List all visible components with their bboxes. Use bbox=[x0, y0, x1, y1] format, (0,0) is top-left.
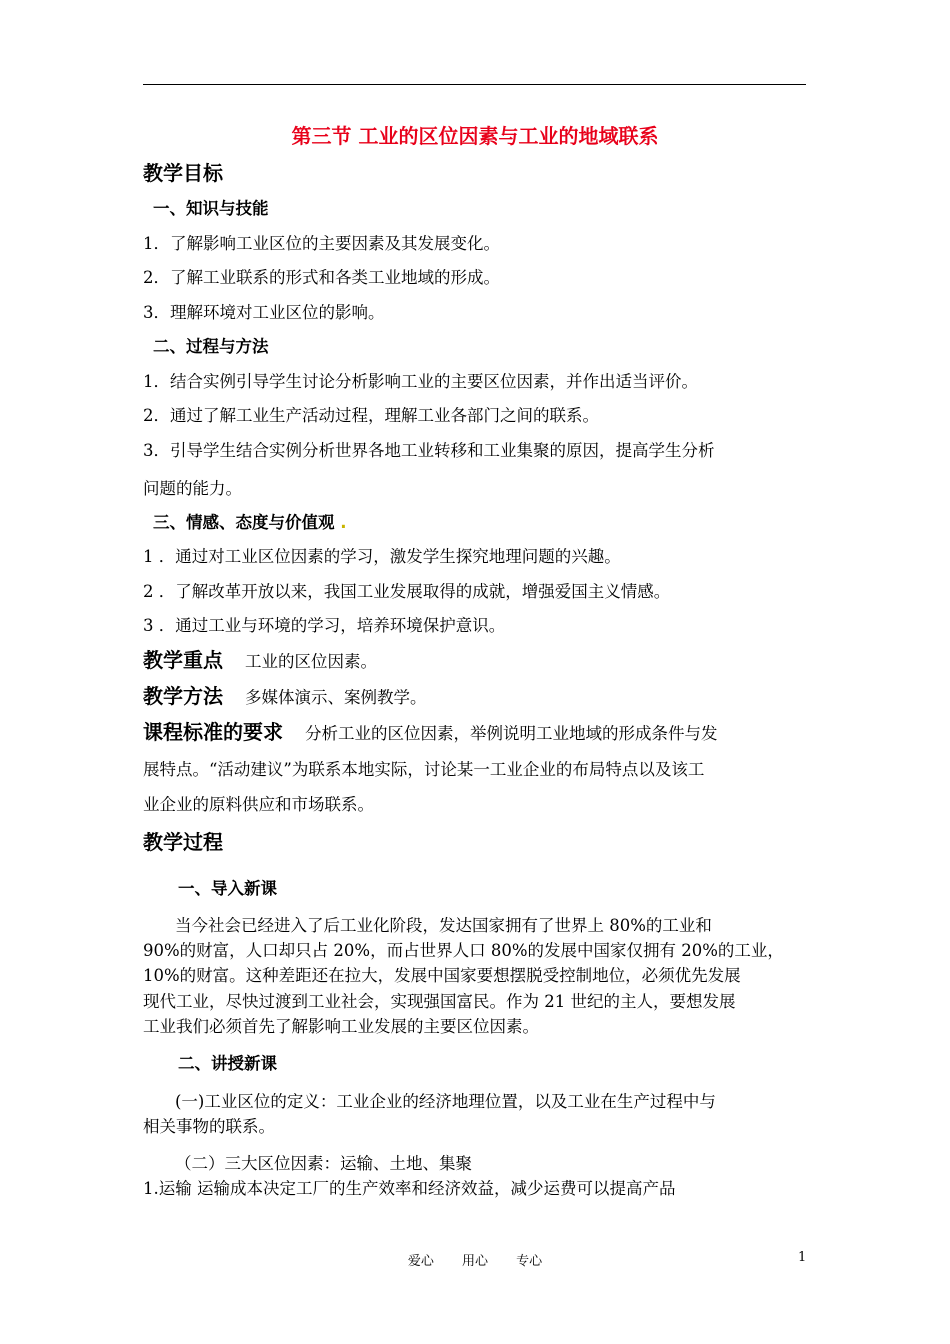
process-item-1: 1．结合实例引导学生讨论分析影响工业的主要区位因素，并作出适当评价。 bbox=[143, 372, 698, 391]
transport-line: 1.运输 运输成本决定工厂的生产效率和经济效益，减少运费可以提高产品 bbox=[143, 1179, 676, 1198]
attitude-mark: . bbox=[340, 513, 347, 532]
standard-line-2: 展特点。“活动建议”为联系本地实际，讨论某一工业企业的布局特点以及该工 bbox=[143, 760, 705, 779]
standard-label: 课程标准的要求 bbox=[143, 720, 283, 744]
intro-heading: 一、导入新课 bbox=[178, 879, 277, 898]
attitude-item-1: 1 ．通过对工业区位因素的学习，激发学生探究地理问题的兴趣。 bbox=[143, 547, 621, 566]
definition-line-1: (一)工业区位的定义：工业企业的经济地理位置，以及工业在生产过程中与 bbox=[175, 1092, 716, 1111]
attitude-item-3: 3 ．通过工业与环境的学习，培养环境保护意识。 bbox=[143, 616, 506, 635]
page-footer bbox=[0, 1250, 950, 1269]
factors-line: （二）三大区位因素：运输、土地、集聚 bbox=[175, 1154, 472, 1173]
process-item-3-cont: 问题的能力。 bbox=[143, 479, 242, 498]
intro-line-4: 现代工业，尽快过渡到工业社会，实现强国富民。作为 21 世纪的主人，要想发展 bbox=[143, 992, 736, 1011]
key-point-row bbox=[143, 650, 377, 671]
intro-line-2: 90%的财富，人口却只占 20%，而占世界人口 80%的发展中国家仅拥有 20%的工业， bbox=[143, 941, 784, 960]
knowledge-item-3: 3．理解环境对工业区位的影响。 bbox=[143, 303, 385, 322]
attitude-heading-text: 三、情感、态度与价值观 bbox=[153, 513, 335, 532]
knowledge-heading: 一、知识与技能 bbox=[153, 199, 269, 218]
intro-line-5: 工业我们必须首先了解影响工业发展的主要区位因素。 bbox=[143, 1017, 539, 1036]
process-method-heading: 二、过程与方法 bbox=[153, 337, 269, 356]
page-title: 第三节 工业的区位因素与工业的地域联系 bbox=[291, 124, 659, 148]
process-heading: 教学过程 bbox=[143, 830, 223, 854]
footer-item-1: 爱心 bbox=[407, 1254, 434, 1269]
process-item-3: 3．引导学生结合实例分析世界各地工业转移和工业集聚的原因，提高学生分析 bbox=[143, 441, 715, 460]
header-rule bbox=[143, 84, 806, 85]
method-label: 教学方法 bbox=[143, 684, 223, 708]
footer-item-3: 专心 bbox=[516, 1254, 543, 1269]
standard-line-1: 分析工业的区位因素，举例说明工业地域的形成条件与发 bbox=[305, 724, 718, 743]
knowledge-item-2: 2．了解工业联系的形式和各类工业地域的形成。 bbox=[143, 268, 500, 287]
key-point-label: 教学重点 bbox=[143, 648, 223, 672]
key-point-text: 工业的区位因素。 bbox=[245, 652, 377, 671]
intro-line-3: 10%的财富。这种差距还在拉大，发展中国家要想摆脱受控制地位，必须优先发展 bbox=[143, 966, 741, 985]
knowledge-item-1: 1．了解影响工业区位的主要因素及其发展变化。 bbox=[143, 234, 500, 253]
attitude-heading bbox=[153, 515, 347, 532]
intro-line-1: 当今社会已经进入了后工业化阶段，发达国家拥有了世界上 80%的工业和 bbox=[175, 916, 712, 935]
lecture-heading: 二、讲授新课 bbox=[178, 1054, 277, 1073]
footer-item-2: 用心 bbox=[461, 1254, 488, 1269]
method-text: 多媒体演示、案例教学。 bbox=[245, 688, 427, 707]
standard-line-3: 业企业的原料供应和市场联系。 bbox=[143, 795, 374, 814]
method-row bbox=[143, 686, 427, 707]
standard-row bbox=[143, 722, 718, 743]
process-item-2: 2．通过了解工业生产活动过程，理解工业各部门之间的联系。 bbox=[143, 406, 599, 425]
objectives-heading: 教学目标 bbox=[143, 161, 223, 185]
definition-line-2: 相关事物的联系。 bbox=[143, 1117, 275, 1136]
page-number: 1 bbox=[798, 1250, 807, 1265]
attitude-item-2: 2 ．了解改革开放以来，我国工业发展取得的成就，增强爱国主义情感。 bbox=[143, 582, 671, 601]
